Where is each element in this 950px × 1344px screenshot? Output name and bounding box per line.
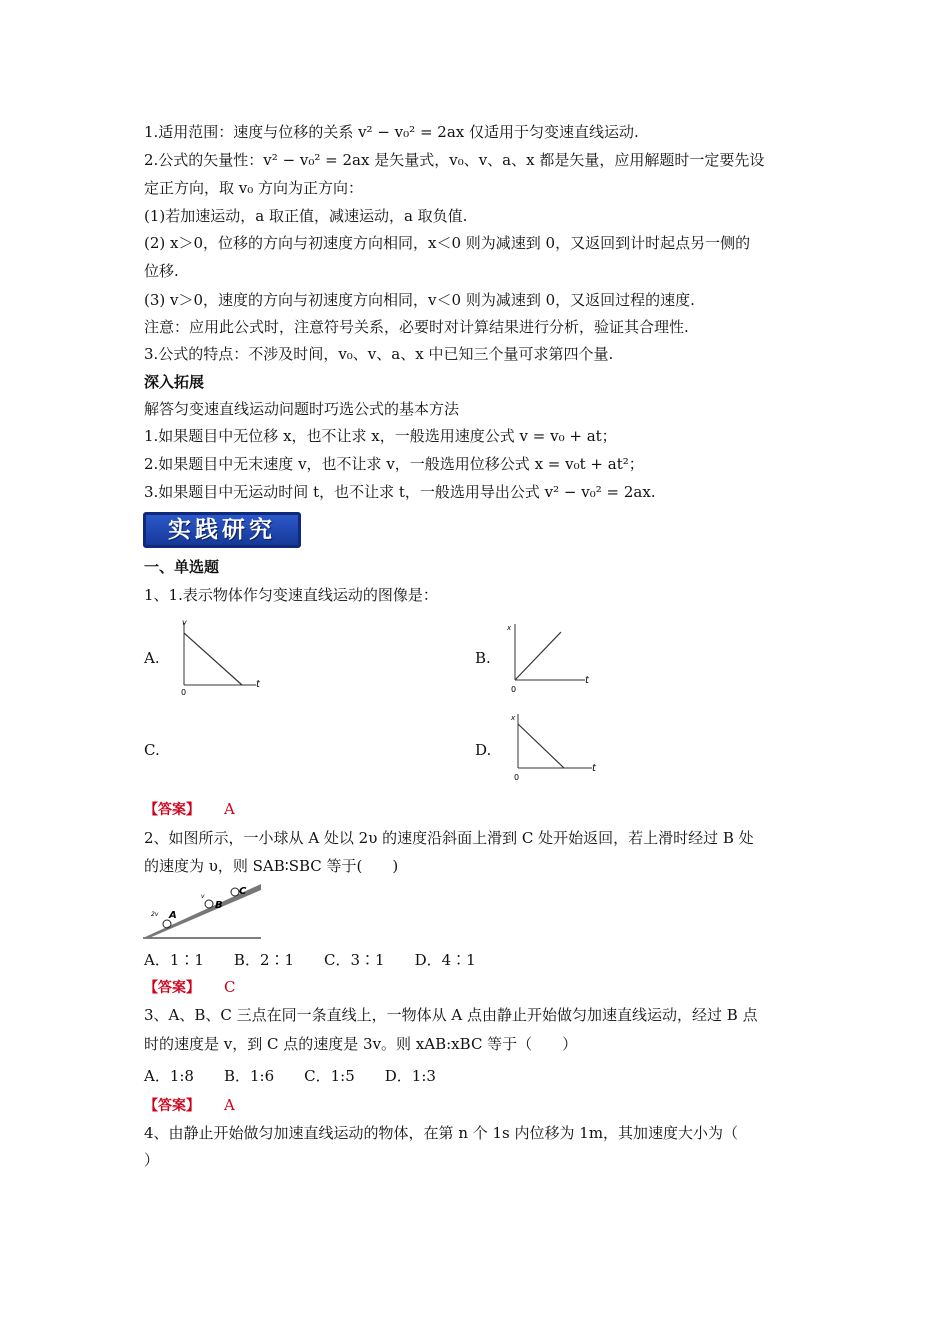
answer-value: A (224, 1096, 235, 1114)
graph-line (518, 724, 564, 768)
question-stem: 的速度为 υ，则 SAB∶SBC 等于( ) (144, 857, 399, 875)
x-axis-label: t (592, 763, 596, 774)
velocity-2v-label: 2v (151, 911, 159, 918)
question-stem: 3、A、B、C 三点在同一条直线上，一物体从 A 点由静止开始做匀加速直线运动，经过 B 点 (144, 1006, 758, 1024)
section-title: 一、单选题 (144, 558, 220, 576)
options-row: A．1:8 B．1:6 C．1:5 D．1:3 (144, 1067, 436, 1085)
section-banner: 实践研究 (143, 512, 301, 548)
answer-tag: 【答案】 (144, 802, 200, 818)
question-stem: 1、1.表示物体作匀变速直线运动的图像是： (144, 586, 438, 604)
option-a-label: A. (144, 649, 160, 667)
text-line: (3) v＞0，速度的方向与初速度方向相同，v＜0 则为减速到 0，又返回过程的速度. (144, 291, 695, 309)
ball-b (205, 900, 213, 908)
incline-diagram (143, 880, 265, 944)
graph-option-a (172, 615, 268, 697)
option-c-label: C. (144, 741, 160, 759)
text-line: 位移. (144, 262, 179, 280)
graph-option-b (503, 618, 599, 696)
text-line: 3.公式的特点：不涉及时间，v₀、v、a、x 中已知三个量可求第四个量. (144, 345, 614, 363)
question-stem: ） (144, 1151, 160, 1169)
origin-label: 0 (511, 685, 517, 694)
point-a-label: A (169, 910, 177, 921)
answer-row (144, 977, 235, 998)
text-line: 注意：应用此公式时，注意符号关系，必要时对计算结果进行分析，验证其合理性. (144, 318, 689, 336)
graph-line (184, 633, 242, 685)
option-b-label: B. (475, 649, 491, 667)
text-line: 3.如果题目中无运动时间 t，也不让求 t，一般选用导出公式 v² − v₀² = 2ax. (144, 483, 656, 501)
y-axis-label: v (182, 618, 187, 627)
text-line: 1.适用范围：速度与位移的关系 v² − v₀² = 2ax 仅适用于匀变速直线运动. (144, 123, 639, 141)
section-heading: 深入拓展 (144, 373, 205, 391)
option-d-label: D. (475, 741, 492, 759)
options-row: A．1∶1 B．2∶1 C．3∶1 D．4∶1 (144, 951, 476, 969)
text-line: 解答匀变速直线运动问题时巧选公式的基本方法 (144, 400, 460, 418)
ball-a (163, 920, 171, 928)
point-b-label: B (215, 900, 223, 911)
answer-value: A (224, 800, 235, 818)
answer-tag: 【答案】 (144, 980, 200, 996)
point-c-label: C (239, 886, 247, 897)
text-line: 2.公式的矢量性：v² − v₀² = 2ax 是矢量式，v₀、v、a、x 都是矢量，应用解题时一定要先设 (144, 151, 765, 169)
text-line: 2.如果题目中无末速度 v，也不让求 v，一般选用位移公式 x = v₀t + at²； (144, 455, 644, 473)
ball-c (231, 888, 239, 896)
y-axis-label: x (511, 714, 516, 722)
answer-tag: 【答案】 (144, 1098, 200, 1114)
answer-row (144, 1095, 235, 1116)
question-stem: 2、如图所示，一小球从 A 处以 2υ 的速度沿斜面上滑到 C 处开始返回，若上滑时经过 B 处 (144, 829, 754, 847)
graph-line (515, 632, 561, 680)
text-line: (1)若加速运动，a 取正值，减速运动，a 取负值. (144, 207, 468, 225)
answer-row (144, 799, 235, 820)
text-line: 1.如果题目中无位移 x，也不让求 x，一般选用速度公式 v = v₀ + at； (144, 427, 617, 445)
origin-label: 0 (181, 688, 187, 697)
x-axis-label: t (585, 675, 589, 686)
velocity-v-label: v (201, 893, 205, 900)
x-axis-label: t (256, 679, 260, 690)
origin-label: 0 (514, 773, 520, 782)
y-axis-label: x (507, 624, 512, 632)
answer-value: C (224, 978, 236, 996)
text-line: 定正方向，取 v₀ 方向为正方向： (144, 179, 364, 197)
graph-option-d (506, 710, 602, 782)
text-line: (2) x＞0，位移的方向与初速度方向相同，x＜0 则为减速到 0，又返回到计时起点另一侧的 (144, 234, 751, 252)
question-stem: 时的速度是 v，到 C 点的速度是 3v。则 xAB:xBC 等于（ ） (144, 1035, 578, 1053)
question-stem: 4、由静止开始做匀加速直线运动的物体，在第 n 个 1s 内位移为 1m，其加速度大小为（ (144, 1124, 739, 1142)
